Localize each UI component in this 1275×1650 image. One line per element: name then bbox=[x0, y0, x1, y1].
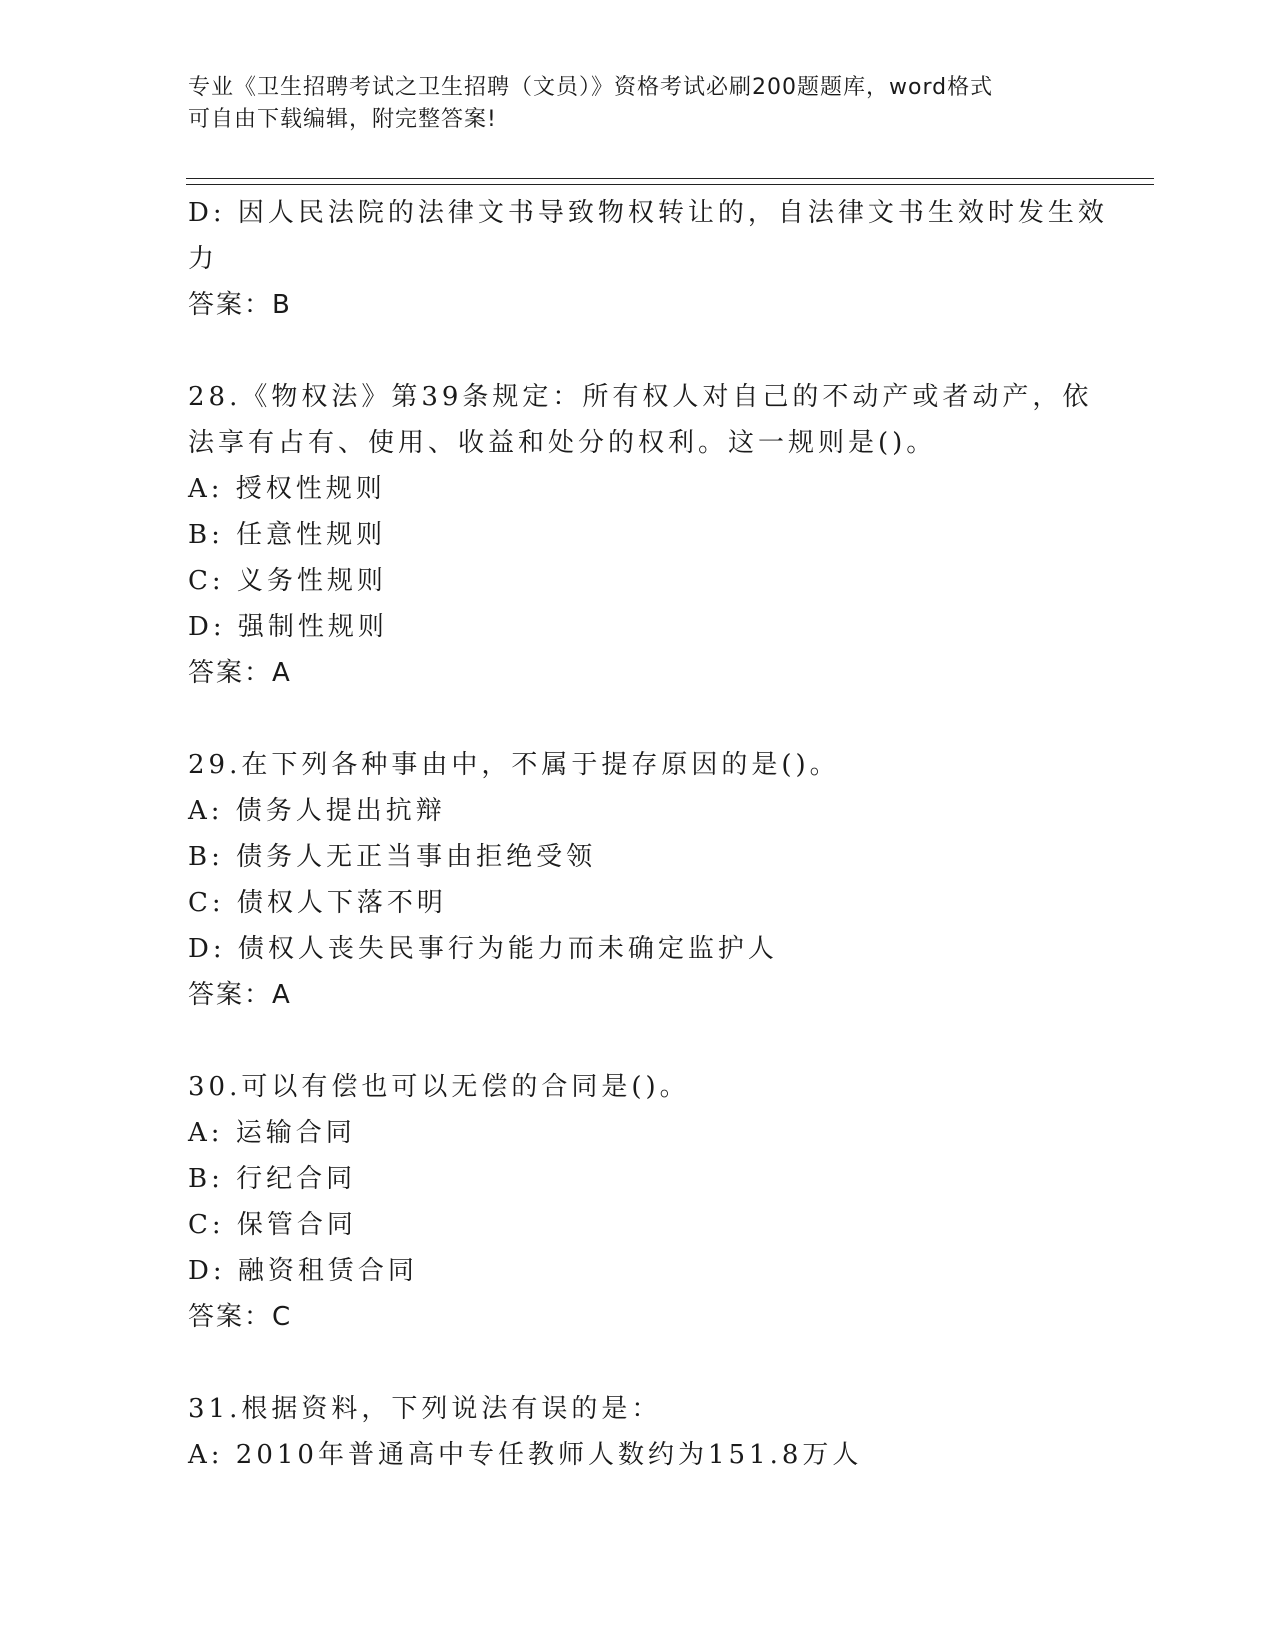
question-stem: 29.在下列各种事由中，不属于提存原因的是()。 bbox=[188, 750, 840, 780]
option-b: B: 行纪合同 bbox=[188, 1164, 357, 1194]
spacer bbox=[188, 1018, 1088, 1064]
question-stem-continued: 法享有占有、使用、收益和处分的权利。这一规则是()。 bbox=[188, 428, 937, 458]
option-b: B: 债务人无正当事由拒绝受领 bbox=[188, 842, 597, 872]
answer-line: 答案：C bbox=[188, 1302, 293, 1332]
question-30 bbox=[188, 1064, 1088, 1340]
header-title-line1: 专业《卫生招聘考试之卫生招聘（文员）》资格考试必刷200题题库，word格式 bbox=[188, 75, 994, 100]
option-d: D: 债权人丧失民事行为能力而未确定监护人 bbox=[188, 934, 778, 964]
document-body bbox=[188, 190, 1108, 1478]
spacer bbox=[188, 696, 1088, 742]
option-c: C: 义务性规则 bbox=[188, 566, 387, 596]
header-divider-top bbox=[186, 178, 1154, 179]
question-stem: 30.可以有偿也可以无偿的合同是()。 bbox=[188, 1072, 690, 1102]
document-header bbox=[188, 72, 1068, 136]
spacer bbox=[188, 1340, 1088, 1386]
question-27-tail bbox=[188, 190, 1108, 328]
option-a: A: 运输合同 bbox=[188, 1118, 356, 1148]
question-28 bbox=[188, 374, 1093, 696]
answer-line: 答案：B bbox=[188, 290, 292, 320]
header-title-line2: 可自由下载编辑，附完整答案! bbox=[188, 107, 497, 132]
option-a: A: 2010年普通高中专任教师人数约为151.8万人 bbox=[188, 1440, 863, 1470]
option-d: D: 融资租赁合同 bbox=[188, 1256, 418, 1286]
option-c: C: 保管合同 bbox=[188, 1210, 357, 1240]
option-b: B: 任意性规则 bbox=[188, 520, 387, 550]
option-c: C: 债权人下落不明 bbox=[188, 888, 447, 918]
option-d-continued: 力 bbox=[188, 244, 219, 274]
question-31 bbox=[188, 1386, 1088, 1478]
option-d: D: 因人民法院的法律文书导致物权转让的，自法律文书生效时发生效 bbox=[188, 198, 1108, 228]
option-a: A: 授权性规则 bbox=[188, 474, 386, 504]
question-29 bbox=[188, 742, 1088, 1018]
question-stem: 28.《物权法》第39条规定：所有权人对自己的不动产或者动产，依 bbox=[188, 382, 1093, 412]
question-stem: 31.根据资料，下列说法有误的是： bbox=[188, 1394, 662, 1424]
answer-line: 答案：A bbox=[188, 658, 292, 688]
option-d: D: 强制性规则 bbox=[188, 612, 388, 642]
header-divider-bottom bbox=[186, 184, 1154, 185]
answer-line: 答案：A bbox=[188, 980, 292, 1010]
option-a: A: 债务人提出抗辩 bbox=[188, 796, 446, 826]
spacer bbox=[188, 328, 1088, 374]
